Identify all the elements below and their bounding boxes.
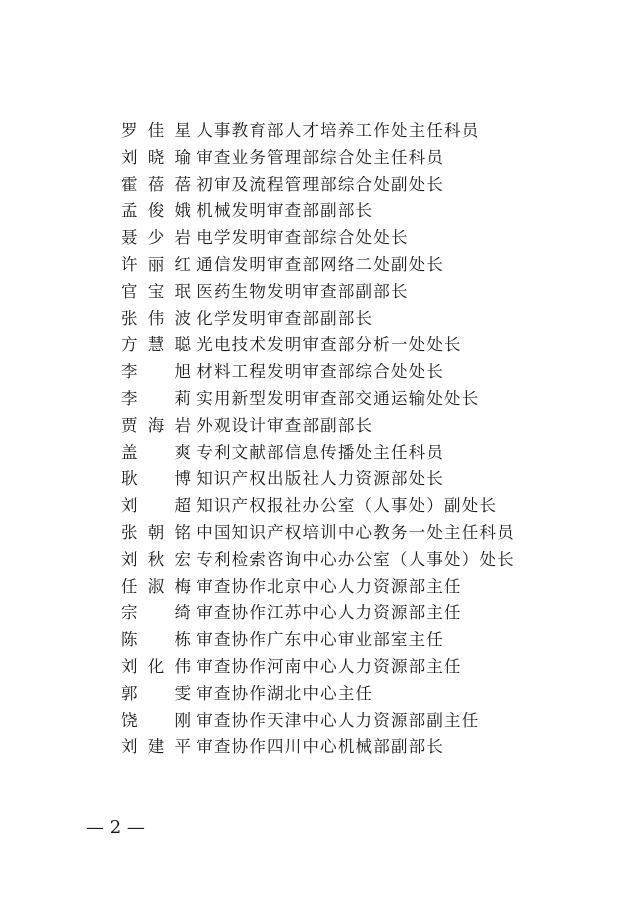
list-item — [121, 332, 621, 359]
person-position: 专利检索咨询中心办公室（人事处）处长 — [196, 549, 515, 569]
person-name: 李 旭 — [121, 362, 191, 382]
person-name: 郭 雯 — [121, 683, 191, 703]
person-name: 陈 栋 — [121, 630, 191, 650]
person-position: 知识产权报社办公室（人事处）副处长 — [196, 496, 498, 516]
person-name: 宗 绮 — [121, 603, 191, 623]
person-position: 机械发明审查部副部长 — [196, 201, 374, 221]
person-name: 许丽红 — [121, 254, 191, 274]
list-item — [121, 198, 621, 225]
person-position: 审查协作广东中心审业部室主任 — [196, 630, 445, 650]
person-position: 审查协作湖北中心主任 — [196, 683, 374, 703]
person-name: 刘化伟 — [121, 656, 191, 676]
person-name: 罗佳星 — [121, 121, 191, 140]
person-name: 官宝珉 — [121, 281, 191, 301]
person-position: 电学发明审查部综合处处长 — [196, 228, 409, 248]
person-name: 盖 爽 — [121, 442, 191, 462]
person-position: 知识产权出版社人力资源部处长 — [196, 469, 445, 489]
person-position: 审查协作河南中心人力资源部主任 — [196, 656, 462, 676]
list-item — [121, 681, 621, 708]
person-position: 审查业务管理部综合处主任科员 — [196, 147, 445, 167]
person-position: 实用新型发明审查部交通运输处处长 — [196, 388, 480, 408]
person-position: 化学发明审查部副部长 — [196, 308, 374, 328]
person-position: 审查协作江苏中心人力资源部主任 — [196, 603, 462, 623]
person-name: 耿 博 — [121, 469, 191, 489]
list-item — [121, 708, 621, 735]
person-name: 刘秋宏 — [121, 549, 191, 569]
list-item — [121, 547, 621, 574]
list-item — [121, 466, 621, 493]
person-position: 专利文献部信息传播处主任科员 — [196, 442, 445, 462]
person-position: 审查协作北京中心人力资源部主任 — [196, 576, 462, 596]
list-item — [121, 493, 621, 520]
list-item — [121, 440, 621, 467]
person-position: 人事教育部人才培养工作处主任科员 — [196, 121, 480, 140]
person-position: 审查协作四川中心机械部副部长 — [196, 737, 445, 757]
list-item — [121, 654, 621, 681]
person-position: 审查协作天津中心人力资源部副主任 — [196, 710, 480, 730]
list-item — [121, 574, 621, 601]
list-item — [121, 306, 621, 333]
person-position: 外观设计审查部副部长 — [196, 415, 374, 435]
person-position: 初审及流程管理部综合处副处长 — [196, 174, 445, 194]
list-item — [121, 734, 621, 761]
person-position: 通信发明审查部网络二处副处长 — [196, 254, 445, 274]
person-name: 张伟波 — [121, 308, 191, 328]
list-item — [121, 145, 621, 172]
person-name: 霍蓓蓓 — [121, 174, 191, 194]
list-item — [121, 172, 621, 199]
person-name: 饶 刚 — [121, 710, 191, 730]
list-item — [121, 600, 621, 627]
person-name: 任淑梅 — [121, 576, 191, 596]
person-position: 医药生物发明审查部副部长 — [196, 281, 409, 301]
person-position: 光电技术发明审查部分析一处处长 — [196, 335, 462, 355]
person-name: 刘晓瑜 — [121, 147, 191, 167]
list-item — [121, 413, 621, 440]
person-position: 材料工程发明审查部综合处处长 — [196, 362, 445, 382]
list-item — [121, 225, 621, 252]
list-item — [121, 118, 621, 145]
list-item — [121, 359, 621, 386]
person-name: 刘建平 — [121, 737, 191, 757]
person-name: 贾海岩 — [121, 415, 191, 435]
list-item — [121, 252, 621, 279]
page-number: — 2 — — [86, 817, 145, 838]
list-item — [121, 520, 621, 547]
person-name: 方慧聪 — [121, 335, 191, 355]
person-name: 聂少岩 — [121, 228, 191, 248]
person-name: 孟俊娥 — [121, 201, 191, 221]
person-name: 刘 超 — [121, 496, 191, 516]
list-item — [121, 386, 621, 413]
person-name: 李 莉 — [121, 388, 191, 408]
list-item — [121, 627, 621, 654]
person-name: 张朝铭 — [121, 522, 191, 542]
list-item — [121, 279, 621, 306]
personnel-list — [121, 118, 621, 761]
person-position: 中国知识产权培训中心教务一处主任科员 — [196, 522, 515, 542]
